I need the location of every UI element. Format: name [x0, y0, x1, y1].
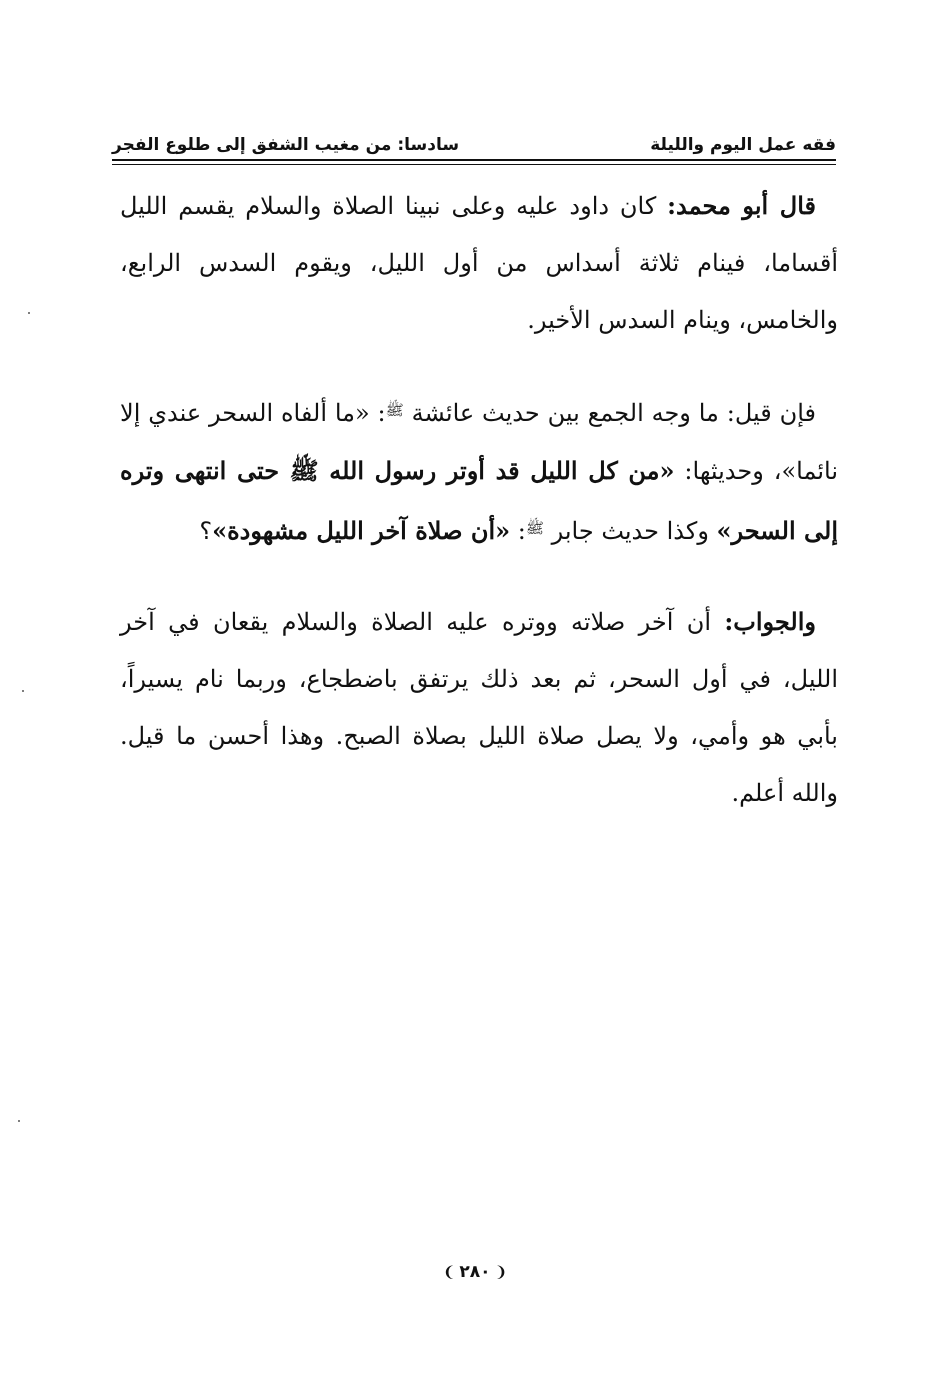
paragraph-1	[120, 177, 838, 349]
chapter-title: سادسا: من مغيب الشفق إلى طلوع الفجر	[112, 135, 460, 155]
question-text: وكذا حديث جابر	[543, 517, 717, 545]
hadith-quote: «من كل الليل قد أوتر رسول الله ﷺ حتى انتهى وتره إلى السحر»	[120, 456, 838, 545]
paragraph-3	[120, 593, 838, 822]
question-text: فإن قيل: ما وجه الجمع بين حديث عائشة	[403, 399, 817, 427]
header-rule	[112, 159, 836, 161]
honorific-mark: ﷺ	[385, 401, 404, 419]
scan-speck	[18, 1120, 20, 1122]
paragraph-lead: قال أبو محمد:	[667, 191, 816, 220]
ornament-left-icon: ❨	[442, 1262, 456, 1281]
running-header	[112, 128, 836, 158]
paragraph-text: أن آخر صلاته ووتره عليه الصلاة والسلام يقعان في آخر الليل، في أول السحر، ثم بعد ذلك يرتفق باضطجاع، وربما نام يسيراً، بأبي هو وأمي، ولا يصل صلاة الليل بصلاة الصبح. وهذا أحسن ما قيل. والله أعلم.	[120, 608, 838, 807]
paragraph-text: كان داود عليه وعلى نبينا الصلاة والسلام يقسم الليل أقساما، فينام ثلاثة أسداس من أول الليل، ويقوم السدس الرابع، والخامس، وينام السدس الأخير.	[120, 192, 839, 334]
question-text: :	[510, 517, 526, 545]
hadith-quote: «أن صلاة آخر الليل مشهودة»	[212, 516, 511, 545]
paragraph-2	[120, 382, 838, 560]
honorific-mark: ﷺ	[525, 519, 544, 537]
ornament-right-icon: ❩	[494, 1262, 508, 1281]
body-text	[120, 177, 838, 855]
page-number: ٢٨٠	[459, 1262, 491, 1282]
paragraph-lead: والجواب:	[724, 607, 816, 636]
header-rule-thin	[112, 164, 836, 165]
page-number-ornament	[420, 1258, 530, 1286]
book-title: فقه عمل اليوم والليلة	[650, 135, 836, 155]
question-text: : «ما ألفاه السحر عندي إلا نائما»، وحديثها:	[120, 399, 839, 485]
question-text: ؟	[199, 517, 213, 545]
scan-speck	[28, 312, 30, 314]
scan-speck	[22, 690, 24, 692]
